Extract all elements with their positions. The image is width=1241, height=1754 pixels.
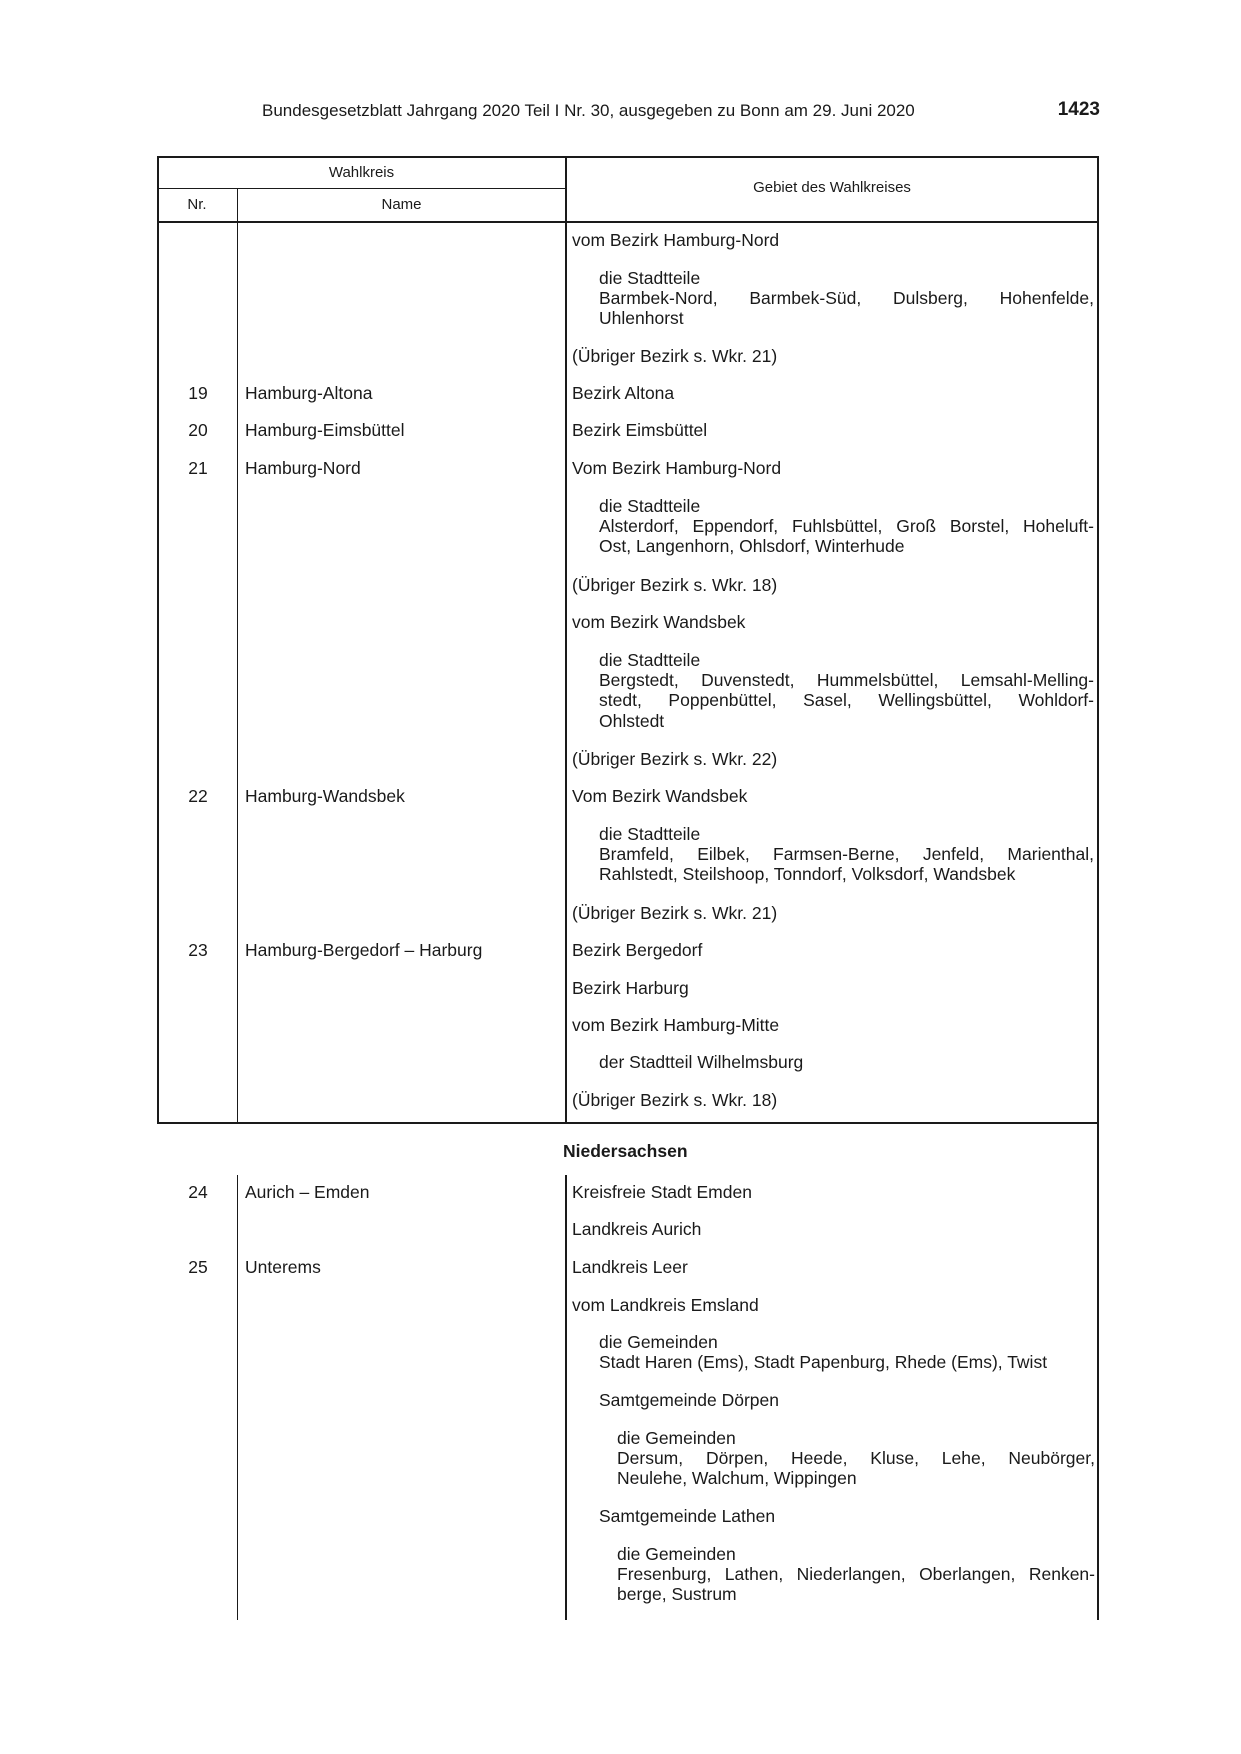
area-line: Bergstedt, Duvenstedt, Hummelsbüttel, Lemsahl-Melling- [599, 670, 1094, 690]
area-line: Landkreis Aurich [572, 1219, 702, 1239]
header-gebiet: Gebiet des Wahlkreises [753, 179, 911, 196]
area-line: Ost, Langenhorn, Ohlsdorf, Winterhude [599, 536, 905, 556]
constituency-name: Hamburg-Altona [245, 383, 373, 403]
col-divider-name-lower [565, 1175, 567, 1620]
constituency-name: Hamburg-Eimsbüttel [245, 420, 405, 440]
table-border-right [1097, 156, 1099, 1620]
area-line: Vom Bezirk Wandsbek [572, 786, 748, 806]
header-split-line [157, 188, 566, 189]
constituency-nr: 22 [188, 786, 208, 806]
constituency-name: Hamburg-Bergedorf – Harburg [245, 940, 483, 960]
constituency-nr: 25 [188, 1257, 208, 1277]
area-line: die Gemeinden [617, 1544, 736, 1564]
area-line: Samtgemeinde Dörpen [599, 1390, 779, 1410]
area-line: (Übriger Bezirk s. Wkr. 21) [572, 346, 778, 366]
header-nr: Nr. [187, 196, 207, 213]
state-heading: Niedersachsen [563, 1141, 688, 1161]
area-line: Dersum, Dörpen, Heede, Kluse, Lehe, Neubörger, [617, 1448, 1095, 1468]
area-line: Neulehe, Walchum, Wippingen [617, 1468, 857, 1488]
area-line: vom Bezirk Wandsbek [572, 612, 746, 632]
running-title: Bundesgesetzblatt Jahrgang 2020 Teil I Nr. 30, ausgegeben zu Bonn am 29. Juni 2020 [262, 101, 915, 120]
page-number: 1423 [1057, 99, 1100, 120]
area-line: Stadt Haren (Ems), Stadt Papenburg, Rhede (Ems), Twist [599, 1352, 1048, 1372]
section-divider-line [157, 1122, 1099, 1124]
area-line: (Übriger Bezirk s. Wkr. 18) [572, 1090, 778, 1110]
constituency-name: Hamburg-Wandsbek [245, 786, 405, 806]
header-name: Name [381, 196, 422, 213]
col-divider-name [565, 156, 567, 1123]
header-bottom-line [157, 221, 1099, 223]
area-line: vom Landkreis Emsland [572, 1295, 759, 1315]
constituency-nr: 24 [188, 1182, 208, 1202]
area-line: Barmbek-Nord, Barmbek-Süd, Dulsberg, Hohenfelde, [599, 288, 1094, 308]
area-line: vom Bezirk Hamburg-Nord [572, 230, 780, 250]
header-wahlkreis: Wahlkreis [328, 164, 395, 181]
area-line: Uhlenhorst [599, 308, 684, 328]
area-line: Bezirk Eimsbüttel [572, 420, 708, 440]
constituency-name: Hamburg-Nord [245, 458, 361, 478]
constituency-nr: 21 [188, 458, 208, 478]
area-line: Bramfeld, Eilbek, Farmsen-Berne, Jenfeld, Marienthal, [599, 844, 1094, 864]
area-line: (Übriger Bezirk s. Wkr. 22) [572, 749, 778, 769]
area-line: die Gemeinden [599, 1332, 718, 1352]
table-border-left [157, 156, 159, 1123]
area-line: Fresenburg, Lathen, Niederlangen, Oberlangen, Renken- [617, 1564, 1095, 1584]
constituency-name: Unterems [245, 1257, 321, 1277]
area-line: Ohlstedt [599, 711, 665, 731]
constituency-nr: 23 [188, 940, 208, 960]
col-divider-nr [237, 188, 238, 1123]
area-line: Rahlstedt, Steilshoop, Tonndorf, Volksdorf, Wandsbek [599, 864, 1016, 884]
area-line: Bezirk Altona [572, 383, 675, 403]
col-divider-nr-lower [237, 1175, 238, 1620]
area-line: die Stadtteile [599, 496, 701, 516]
area-line: Alsterdorf, Eppendorf, Fuhlsbüttel, Groß Borstel, Hoheluft- [599, 516, 1094, 536]
area-line: die Stadtteile [599, 824, 701, 844]
area-line: Samtgemeinde Lathen [599, 1506, 776, 1526]
area-line: (Übriger Bezirk s. Wkr. 21) [572, 903, 778, 923]
area-line: Landkreis Leer [572, 1257, 688, 1277]
area-line: stedt, Poppenbüttel, Sasel, Wellingsbüttel, Wohldorf- [599, 690, 1094, 710]
area-line: vom Bezirk Hamburg-Mitte [572, 1015, 780, 1035]
constituency-nr: 20 [188, 420, 208, 440]
constituency-nr: 19 [188, 383, 208, 403]
constituency-name: Aurich – Emden [245, 1182, 370, 1202]
area-line: der Stadtteil Wilhelmsburg [599, 1052, 804, 1072]
area-line: (Übriger Bezirk s. Wkr. 18) [572, 575, 778, 595]
area-line: die Gemeinden [617, 1428, 736, 1448]
area-line: Bezirk Bergedorf [572, 940, 703, 960]
table-border-top [157, 156, 1099, 158]
area-line: die Stadtteile [599, 650, 701, 670]
area-line: Bezirk Harburg [572, 978, 689, 998]
area-line: die Stadtteile [599, 268, 701, 288]
area-line: Vom Bezirk Hamburg-Nord [572, 458, 782, 478]
area-line: Kreisfreie Stadt Emden [572, 1182, 752, 1202]
area-line: berge, Sustrum [617, 1584, 737, 1604]
